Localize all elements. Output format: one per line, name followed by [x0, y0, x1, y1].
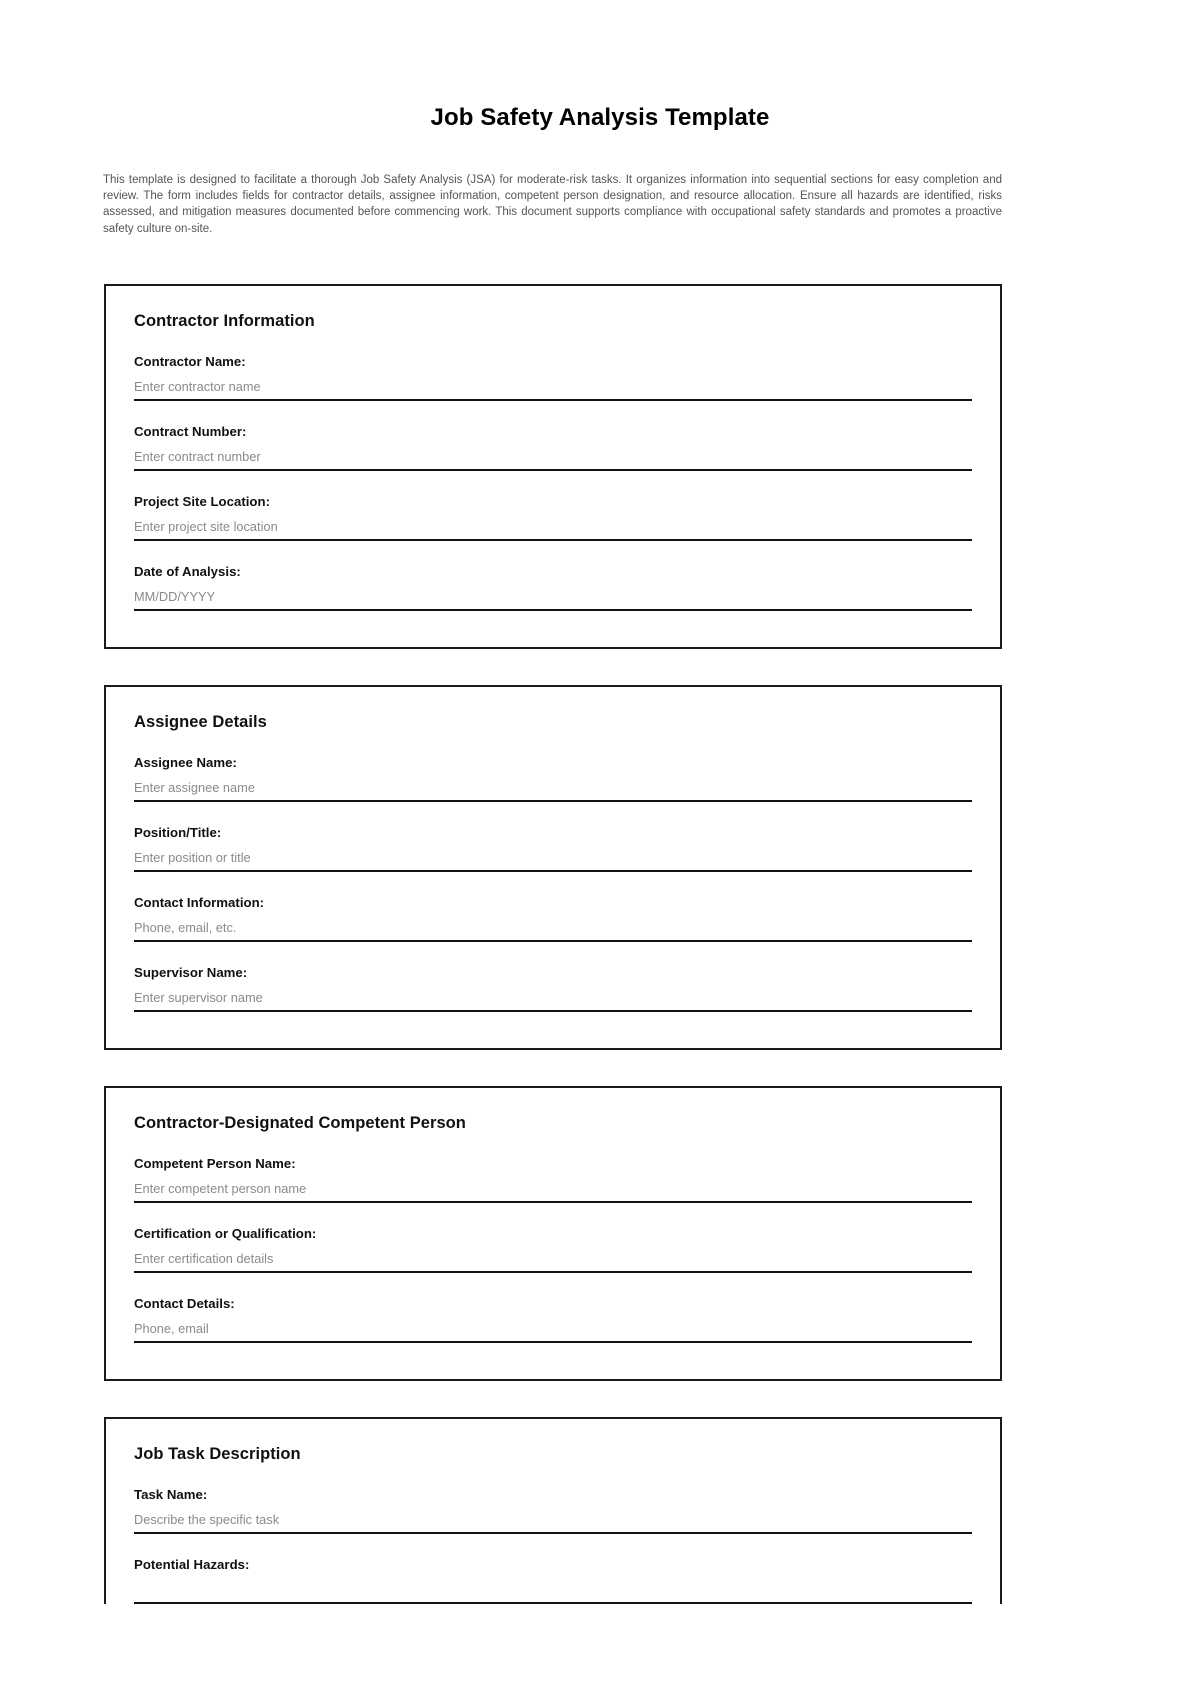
- field-input[interactable]: [134, 519, 972, 541]
- field-label: Contact Details:: [134, 1295, 235, 1311]
- section-title: Assignee Details: [134, 712, 267, 731]
- field-input[interactable]: [134, 589, 972, 611]
- field-label: Potential Hazards:: [134, 1556, 250, 1572]
- field-label: Competent Person Name:: [134, 1155, 296, 1171]
- form-field: [134, 825, 972, 872]
- form-field: [134, 354, 972, 401]
- form-section: [104, 685, 1002, 1050]
- field-label: Assignee Name:: [134, 754, 237, 770]
- form-field: [134, 1226, 972, 1273]
- field-label: Supervisor Name:: [134, 964, 248, 980]
- field-label: Contact Information:: [134, 894, 265, 910]
- document-intro-paragraph: This template is designed to facilitate a thorough Job Safety Analysis (JSA) for moderate-risk tasks. It organizes information into sequential sections for easy completion and review. The form includes fields for contractor details, assignee information, competent person designation, and resource allocation. Ensure all hazards are identified, risks assessed, and mitigation measures documented before commencing work. This document supports compliance with occupational safety standards and promotes a proactive safety culture on-site.: [103, 174, 1002, 235]
- form-section: [104, 284, 1002, 649]
- field-input[interactable]: [134, 379, 972, 401]
- field-label: Position/Title:: [134, 824, 222, 840]
- form-section: [104, 1417, 1002, 1604]
- section-title: Job Task Description: [134, 1444, 301, 1463]
- form-field: [134, 965, 972, 1012]
- field-label: Certification or Qualification:: [134, 1225, 317, 1241]
- field-label: Task Name:: [134, 1486, 208, 1502]
- field-input[interactable]: [134, 1321, 972, 1343]
- field-label: Contract Number:: [134, 423, 247, 439]
- form-field: [134, 494, 972, 541]
- form-field: [134, 1156, 972, 1203]
- field-label: Date of Analysis:: [134, 563, 241, 579]
- field-input[interactable]: [134, 1582, 972, 1604]
- form-field: [134, 895, 972, 942]
- form-field: [134, 1557, 972, 1604]
- form-field: [134, 1487, 972, 1534]
- form-field: [134, 564, 972, 611]
- field-input[interactable]: [134, 780, 972, 802]
- field-input[interactable]: [134, 1251, 972, 1273]
- field-label: Project Site Location:: [134, 493, 270, 509]
- page-title: Job Safety Analysis Template: [430, 104, 770, 131]
- form-sections: [104, 284, 1002, 1604]
- field-input[interactable]: [134, 1181, 972, 1203]
- section-title: Contractor Information: [134, 311, 315, 330]
- field-input[interactable]: [134, 850, 972, 872]
- form-field: [134, 755, 972, 802]
- form-section: [104, 1086, 1002, 1381]
- field-label: Contractor Name:: [134, 353, 246, 369]
- form-field: [134, 1296, 972, 1343]
- form-field: [134, 424, 972, 471]
- field-input[interactable]: [134, 449, 972, 471]
- field-input[interactable]: [134, 1512, 972, 1534]
- field-input[interactable]: [134, 920, 972, 942]
- field-input[interactable]: [134, 990, 972, 1012]
- section-title: Contractor-Designated Competent Person: [134, 1113, 466, 1132]
